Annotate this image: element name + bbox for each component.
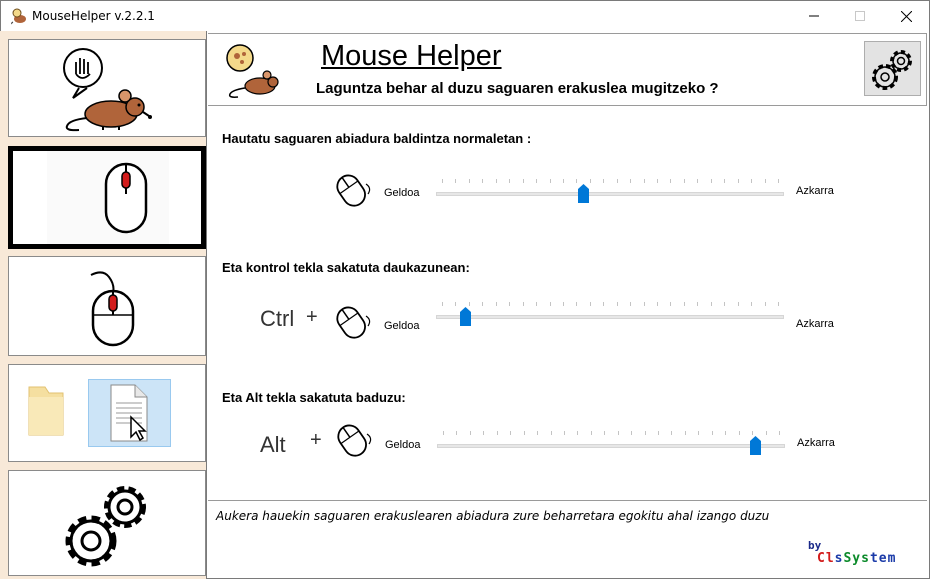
slider-tick [725, 431, 726, 435]
slider-tick [671, 431, 672, 435]
slider-tick [551, 431, 552, 435]
slider-tick [510, 431, 511, 435]
slider-tick [778, 302, 779, 306]
slider-tick [524, 431, 525, 435]
slider-tick [442, 179, 443, 183]
slider-tick [563, 179, 564, 183]
gears-icon [59, 475, 159, 571]
section-alt-label: Eta Alt tekla sakatuta baduzu: [222, 390, 406, 405]
slider-tick [766, 431, 767, 435]
settings-button[interactable] [864, 41, 921, 96]
slider-tick [563, 302, 564, 306]
mouse-help-icon [59, 44, 159, 132]
footer-description: Aukera hauekin saguaren erakuslearen abiadura zure beharretara egokitu ahal izango duzu [216, 509, 770, 523]
mouse-left-icon [102, 160, 150, 236]
close-icon [901, 11, 912, 22]
brand-part-3: Sys [843, 551, 870, 566]
slider-tick [684, 302, 685, 306]
slider-tick [698, 431, 699, 435]
mouse-outline-icon [333, 420, 377, 458]
gears-settings-icon [869, 45, 917, 93]
slider-tick [711, 179, 712, 183]
slider-tick [738, 302, 739, 306]
slider-tick [631, 431, 632, 435]
slider-tick [576, 179, 577, 183]
slider-tick [590, 179, 591, 183]
slider-tick [684, 179, 685, 183]
slider-tick [469, 179, 470, 183]
maximize-button[interactable] [837, 1, 883, 31]
minimize-icon [809, 11, 819, 21]
mouse-right-icon [79, 269, 149, 349]
slider-tick [482, 179, 483, 183]
section-alt-fast-label: Azkarra [797, 437, 835, 449]
sidebar-item-files[interactable] [8, 364, 206, 462]
slider-tick [603, 179, 604, 183]
close-button[interactable] [883, 1, 929, 31]
slider-tick [657, 302, 658, 306]
slider-tick [685, 431, 686, 435]
section-ctrl-slow-label: Geldoa [384, 320, 420, 332]
slider-tick [455, 179, 456, 183]
footer-panel [208, 500, 927, 576]
slider-tick [630, 179, 631, 183]
slider-thumb[interactable] [460, 307, 471, 326]
section-normal-fast-label: Azkarra [796, 185, 834, 197]
header-subtitle: Laguntza behar al duzu saguaren erakuslea mugitzeko ? [316, 80, 719, 97]
window-title: MouseHelper v.2.2.1 [32, 9, 155, 23]
maximize-icon [855, 11, 865, 21]
slider-tick [751, 179, 752, 183]
brand-part-4: tem [869, 551, 897, 566]
slider-tick [697, 179, 698, 183]
slider-tick [657, 179, 658, 183]
slider-tick [724, 179, 725, 183]
sidebar-item-help[interactable] [8, 39, 206, 137]
slider-tick [496, 179, 497, 183]
slider-tick [576, 302, 577, 306]
slider-tick [644, 179, 645, 183]
slider-tick [537, 431, 538, 435]
slider-tick [697, 302, 698, 306]
slider-tick [645, 431, 646, 435]
slider-ticks [442, 302, 778, 308]
slider-tick [523, 179, 524, 183]
section-ctrl-fast-label: Azkarra [796, 318, 834, 330]
slider-tick [630, 302, 631, 306]
ctrl-key-label: Ctrl [260, 306, 295, 331]
mouse-outline-icon [332, 170, 376, 208]
slider-tick [497, 431, 498, 435]
slider-tick [712, 431, 713, 435]
slider-tick [536, 179, 537, 183]
app-mouse-icon [10, 7, 28, 25]
slider-tick [765, 179, 766, 183]
slider-tick [644, 302, 645, 306]
slider-tick [711, 302, 712, 306]
slider-tick [550, 302, 551, 306]
speed-slider-ctrl[interactable] [436, 302, 784, 332]
section-normal-label: Hautatu saguaren abiadura baldintza normaletan : [222, 131, 532, 146]
slider-tick [765, 302, 766, 306]
mouse-outline-icon [332, 302, 376, 340]
title-bar [0, 0, 930, 31]
slider-ticks [442, 179, 778, 185]
ctrl-plus-sign: + [306, 306, 318, 328]
brand-by-label: by [808, 539, 822, 552]
slider-tick [603, 302, 604, 306]
slider-track [437, 444, 785, 448]
sidebar-item-click[interactable] [8, 256, 206, 356]
speed-slider-alt[interactable] [437, 431, 785, 461]
minimize-button[interactable] [791, 1, 837, 31]
slider-tick [455, 302, 456, 306]
slider-tick [617, 302, 618, 306]
slider-tick [496, 302, 497, 306]
slider-ticks [443, 431, 779, 437]
slider-tick [591, 431, 592, 435]
slider-tick [482, 302, 483, 306]
slider-tick [509, 302, 510, 306]
alt-plus-sign: + [310, 429, 322, 451]
folder-icon [23, 381, 71, 441]
slider-tick [470, 431, 471, 435]
slider-tick [564, 431, 565, 435]
slider-tick [724, 302, 725, 306]
brand-part-1: Cl [817, 551, 835, 566]
section-alt-slow-label: Geldoa [385, 439, 421, 451]
slider-tick [618, 431, 619, 435]
section-ctrl-label: Eta kontrol tekla sakatuta daukazunean: [222, 260, 470, 275]
slider-tick [443, 431, 444, 435]
alt-key-label: Alt [260, 432, 286, 457]
slider-tick [483, 431, 484, 435]
slider-tick [550, 179, 551, 183]
slider-track [436, 192, 784, 196]
sidebar-item-settings[interactable] [8, 470, 206, 576]
slider-tick [739, 431, 740, 435]
slider-tick [469, 302, 470, 306]
slider-tick [536, 302, 537, 306]
brand-logo [817, 551, 896, 566]
slider-tick [577, 431, 578, 435]
header [208, 33, 927, 106]
slider-tick [670, 302, 671, 306]
document-icon [107, 383, 151, 445]
app-name-title: Mouse Helper [321, 40, 502, 72]
mouse-logo-icon [222, 40, 284, 102]
brand-part-2: s [834, 551, 844, 566]
sidebar-item-speed[interactable] [8, 146, 206, 249]
slider-tick [442, 302, 443, 306]
slider-tick [738, 179, 739, 183]
sidebar [0, 31, 207, 579]
slider-tick [523, 302, 524, 306]
slider-tick [778, 179, 779, 183]
slider-tick [751, 302, 752, 306]
slider-tick [456, 431, 457, 435]
slider-tick [779, 431, 780, 435]
speed-slider-normal[interactable] [436, 179, 784, 209]
section-normal-slow-label: Geldoa [384, 187, 420, 199]
slider-tick [658, 431, 659, 435]
slider-tick [617, 179, 618, 183]
slider-thumb[interactable] [578, 184, 589, 203]
slider-tick [604, 431, 605, 435]
slider-track [436, 315, 784, 319]
slider-tick [752, 431, 753, 435]
slider-tick [670, 179, 671, 183]
slider-thumb[interactable] [750, 436, 761, 455]
slider-tick [590, 302, 591, 306]
slider-tick [509, 179, 510, 183]
